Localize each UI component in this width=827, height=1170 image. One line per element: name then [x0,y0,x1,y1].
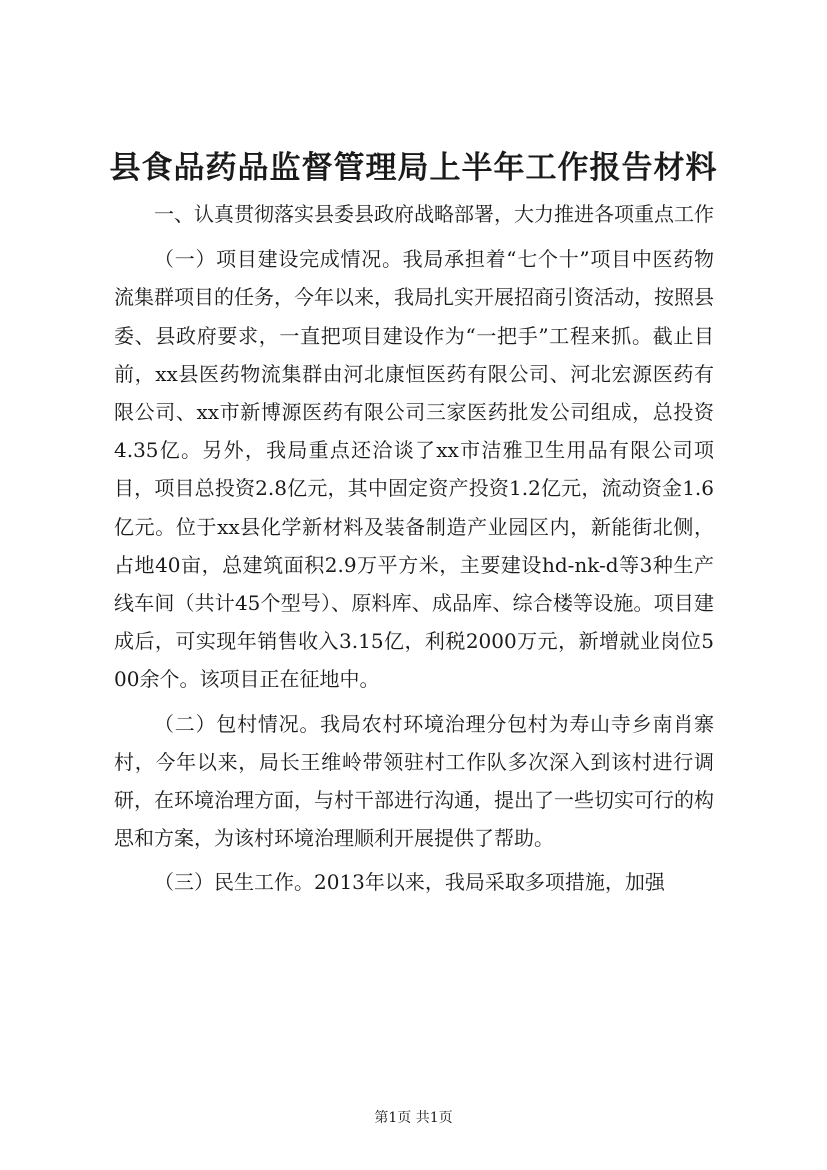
paragraph-livelihood-work: （三）民生工作。2013年以来，我局采取多项措施，加强 [154,870,665,895]
section-heading: 一、认真贯彻落实县委县政府战略部署，大力推进各项重点工作 [154,202,714,226]
paragraph-project-construction: （一）项目建设完成情况。我局承担着“七个十”项目中医药物流集群项目的任务，今年以来，我局扎实开展招商引资活动，按照县委、县政府要求，一直把项目建设作为“一把手”工程来抓。截止目前，xx县医药物流集群由河北康恒医药有限公司、河北宏源医药有限公司、xx市新博源医药有限公司三家医药批发公司组成，总投资4.35亿。另外，我局重点还洽谈了xx市洁雅卫生用品有限公司项目，项目总投资2.8亿元，其中固定资产投资1.2亿元，流动资金1.6亿元。位于xx县化学新材料及装备制造产业园区内，新能街北侧，占地40亩，总建筑面积2.9万平方米，主要建设hd-nk-d等3种生产线车间（共计45个型号）、原料库、成品库、综合楼等设施。项目建成后，可实现年销售收入3.15亿，利税2000万元，新增就业岗位500余个。该项目正在征地中。 [114,247,714,692]
document-title: 县食品药品监督管理局上半年工作报告材料 [109,150,718,186]
page-footer: 第1页 共1页 [374,1110,453,1126]
document-body [114,195,714,902]
paragraph-village-assistance: （二）包村情况。我局农村环境治理分包村为寿山寺乡南肖寨村，今年以来，局长王维岭带领驻村工作队多次深入到该村进行调研，在环境治理方面，与村干部进行沟通，提出了一些切实可行的构思和方案，为该村环境治理顺利开展提供了帮助。 [114,711,714,851]
